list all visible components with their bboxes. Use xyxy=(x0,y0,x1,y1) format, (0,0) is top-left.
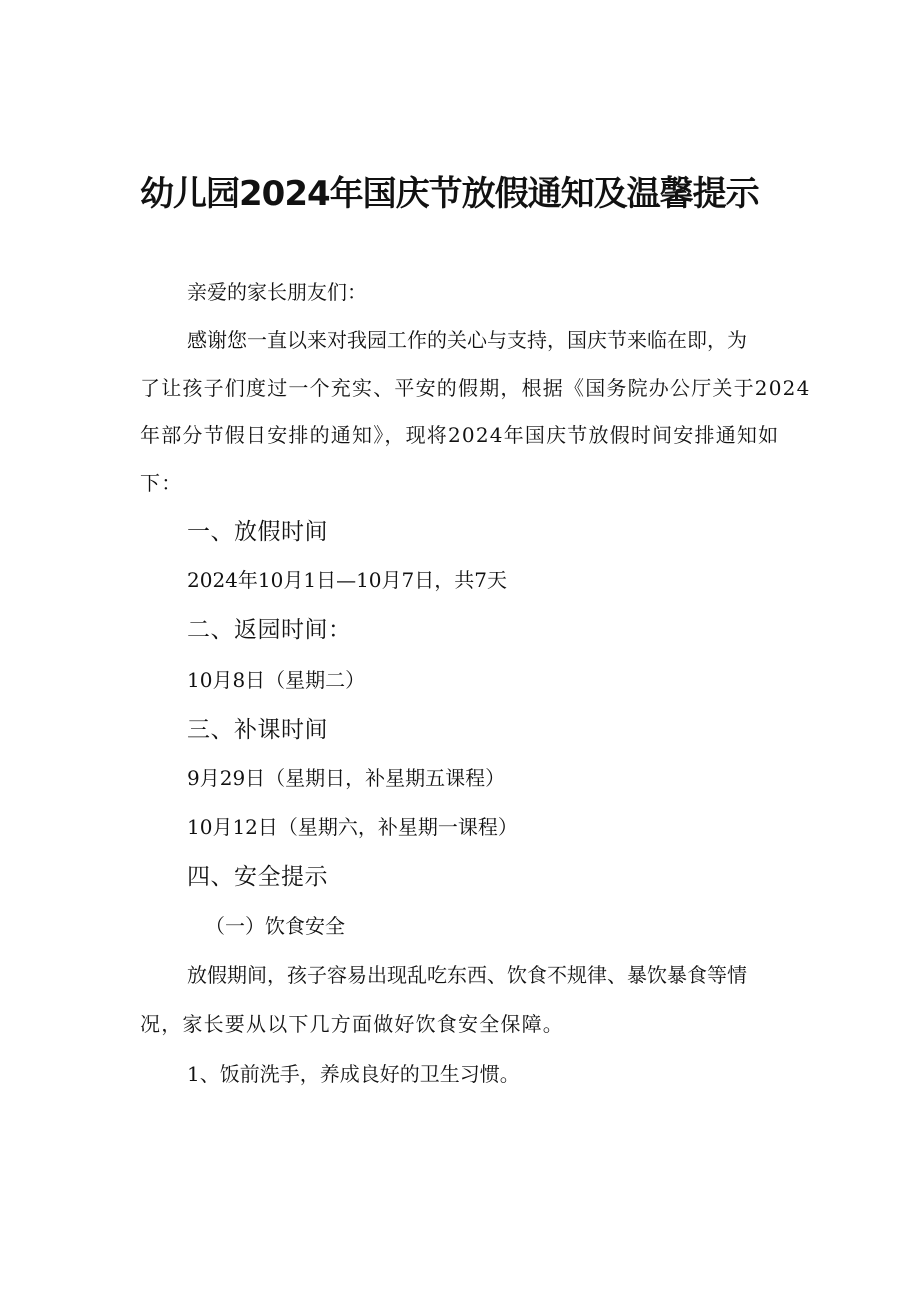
food-safety-line-2: 况，家长要从以下几方面做好饮食安全保障。 xyxy=(140,1012,564,1036)
intro-line-3: 年部分节假日安排的通知》，现将2024年国庆节放假时间安排通知如 xyxy=(140,423,780,447)
section-heading-makeup-class: 三、补课时间 xyxy=(187,717,328,743)
makeup-class-detail-1: 9月29日（星期日，补星期五课程） xyxy=(187,766,506,790)
intro-line-4: 下： xyxy=(140,471,183,495)
section-heading-holiday-time: 一、放假时间 xyxy=(187,519,328,545)
safety-subheading-food: （一）饮食安全 xyxy=(205,914,345,938)
intro-line-2: 了让孩子们度过一个充实、平安的假期，根据《国务院办公厅关于2024 xyxy=(140,376,811,400)
return-time-detail: 10月8日（星期二） xyxy=(187,668,366,692)
intro-line-1: 感谢您一直以来对我园工作的关心与支持，国庆节来临在即，为 xyxy=(187,328,747,352)
section-heading-safety-tips: 四、安全提示 xyxy=(187,864,328,890)
food-safety-item-1: 1、饭前洗手，养成良好的卫生习惯。 xyxy=(187,1062,520,1086)
food-safety-line-1: 放假期间，孩子容易出现乱吃东西、饮食不规律、暴饮暴食等情 xyxy=(187,963,747,987)
makeup-class-detail-2: 10月12日（星期六，补星期一课程） xyxy=(187,815,518,839)
greeting: 亲爱的家长朋友们： xyxy=(187,280,367,304)
document-title: 幼儿园2024年国庆节放假通知及温馨提示 xyxy=(140,174,759,214)
holiday-time-detail: 2024年10月1日—10月7日，共7天 xyxy=(187,568,507,592)
section-heading-return-time: 二、返园时间： xyxy=(187,617,352,643)
